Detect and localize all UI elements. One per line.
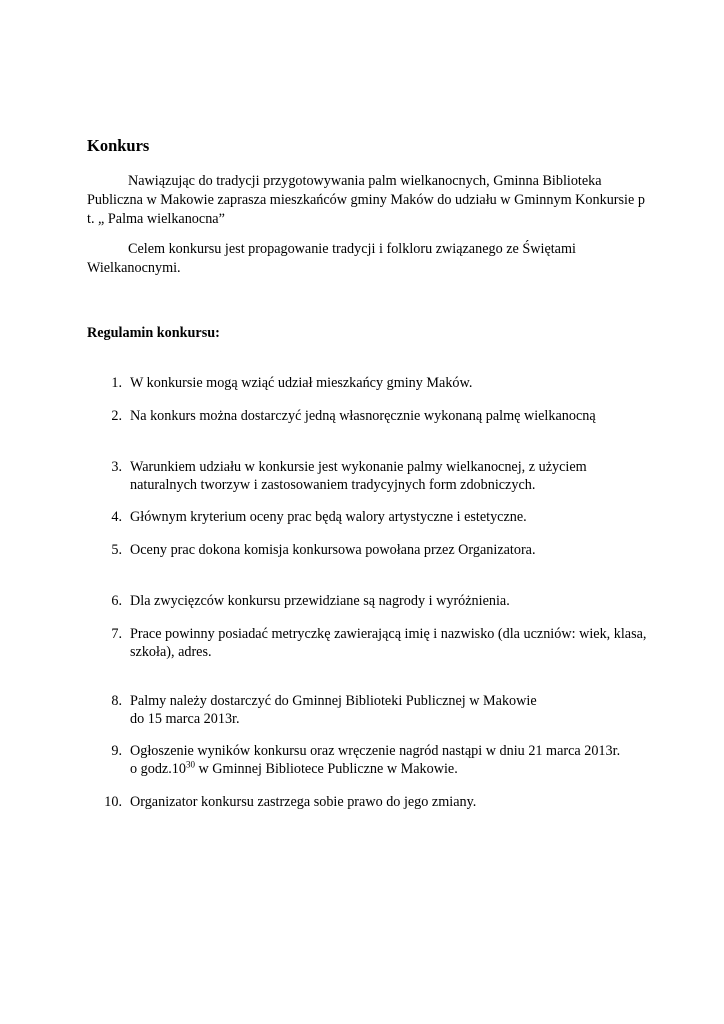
rule-item-2 <box>87 407 657 425</box>
rules-heading: Regulamin konkursu: <box>87 325 220 341</box>
rule-number: 9. <box>111 743 122 759</box>
rule-text: Warunkiem udziału w konkursie jest wykonanie palmy wielkanocnej, z użyciem naturalnych tworzyw i zastosowaniem tradycyjnych form zdobniczych. <box>130 459 587 493</box>
rule-text <box>130 742 657 778</box>
rule-item-9 <box>87 742 657 778</box>
rule-number: 6. <box>111 593 122 609</box>
rule-item-10 <box>87 793 657 811</box>
intro-paragraph: Nawiązując do tradycji przygotowywania palm wielkanocnych, Gminna Biblioteka Publiczna w Makowie zaprasza mieszkańców gminy Maków do udziału w Gminnym Konkursie p t. „ Palma wielkanocna” <box>87 173 645 227</box>
rule-item-5 <box>87 541 657 559</box>
rule-text: Głównym kryterium oceny prac będą walory artystyczne i estetyczne. <box>130 509 527 525</box>
rule-time-minutes: 30 <box>185 759 195 770</box>
rule-item-6 <box>87 592 657 610</box>
rule-item-1 <box>87 374 657 392</box>
rule-number: 3. <box>111 459 122 475</box>
rule-item-7 <box>87 625 657 661</box>
rule-number: 2. <box>111 408 122 424</box>
rule-number: 4. <box>111 509 122 525</box>
rule-item-4 <box>87 508 657 526</box>
rule-text: Organizator konkursu zastrzega sobie prawo do jego zmiany. <box>130 794 477 810</box>
rule-text-line: do 15 marca 2013r. <box>130 711 240 727</box>
rule-text: Dla zwycięzców konkursu przewidziane są nagrody i wyróżnienia. <box>130 593 510 609</box>
rule-time-suffix: w Gminnej Bibliotece Publiczne w Makowie. <box>194 761 458 777</box>
rule-number: 8. <box>111 693 122 709</box>
rule-text-line: Palmy należy dostarczyć do Gminnej Biblioteki Publicznej w Makowie <box>130 693 537 709</box>
rule-number: 7. <box>111 626 122 642</box>
rule-number: 5. <box>111 542 122 558</box>
rule-number: 1. <box>111 375 122 391</box>
rule-text-line: Ogłoszenie wyników konkursu oraz wręczenie nagród nastąpi w dniu 21 marca 2013r. <box>130 743 621 759</box>
rule-time-prefix: o godz.10 <box>130 761 186 777</box>
document-title: Konkurs <box>87 136 150 155</box>
rule-text: Na konkurs można dostarczyć jedną własnoręcznie wykonaną palmę wielkanocną <box>130 408 596 424</box>
rule-text: W konkursie mogą wziąć udział mieszkańcy gminy Maków. <box>130 375 473 391</box>
rule-item-8 <box>87 692 657 728</box>
rule-text: Oceny prac dokona komisja konkursowa powołana przez Organizatora. <box>130 542 536 558</box>
rule-number: 10. <box>104 794 122 810</box>
goal-paragraph: Celem konkursu jest propagowanie tradycji i folkloru związanego ze Świętami Wielkanocnymi. <box>87 241 576 276</box>
rule-item-3 <box>87 458 657 494</box>
rule-text: Prace powinny posiadać metryczkę zawierającą imię i nazwisko (dla uczniów: wiek, klasa, szkoła), adres. <box>130 626 647 660</box>
rule-text <box>130 692 657 728</box>
